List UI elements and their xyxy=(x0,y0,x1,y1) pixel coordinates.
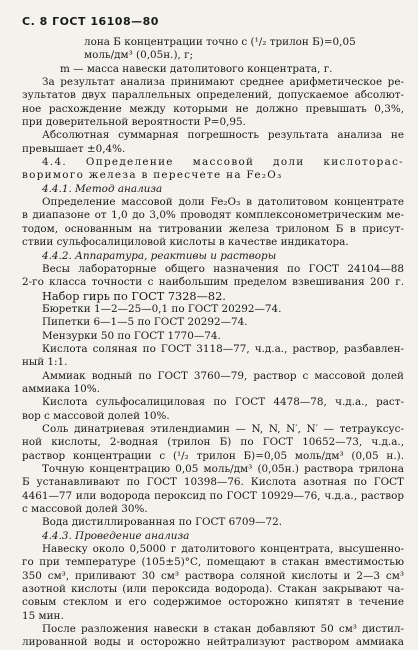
text-line: лированной воды и осторожно нейтрализуют раствором аммиака xyxy=(22,636,404,649)
text-line: Навеску около 0,5000 г датолитового концентрата, высушенно- xyxy=(42,543,404,556)
text-line: в диапазоне от 1,0 до 3,0% проводят комплексонометрическим ме- xyxy=(22,209,404,222)
text-line: совым стеклом и его содержимое осторожно кипятят в течение xyxy=(22,596,404,609)
text-line: Аммиак водный по ГОСТ 3760—79, раствор с массовой долей xyxy=(42,369,404,382)
text-line: 4.4.3. Проведение анализа xyxy=(42,529,190,542)
document-body xyxy=(22,36,404,650)
text-line: Определение массовой доли Fe₂O₃ в датолитовом концентрате xyxy=(42,196,404,209)
text-line: Б устанавливают по ГОСТ 10398—76. Кислота азотная по ГОСТ xyxy=(22,476,404,489)
text-line: Кислота сульфосалициловая по ГОСТ 4478—78, ч.д.а., раст- xyxy=(42,396,404,409)
text-line: Соль динатриевая этилендиамин — N, N, N′, N′ — тетрауксус- xyxy=(42,422,404,435)
text-line: Кислота соляная по ГОСТ 3118—77, ч.д.а., раствор, разбавлен- xyxy=(42,342,404,355)
text-line: тодом, основанным на титровании железа трилоном Б в присут- xyxy=(22,222,404,235)
text-line: Вода дистиллированная по ГОСТ 6709—72. xyxy=(42,516,283,529)
text-line: 4461—77 или водорода пероксид по ГОСТ 10929—76, ч.д.а., раствор xyxy=(22,489,404,502)
text-line: 15 мин. xyxy=(22,609,64,622)
text-line: при доверительной вероятности P=0,95. xyxy=(22,116,246,129)
text-line: ной кислоты, 2-водная (трилон Б) по ГОСТ 10652—73, ч.д.а., xyxy=(22,436,404,449)
text-line: Весы лабораторные общего назначения по ГОСТ 24104—88 xyxy=(42,262,404,275)
text-line: аммиака 10%. xyxy=(22,382,100,395)
text-line: Бюретки 1—2—25—0,1 по ГОСТ 20292—74. xyxy=(42,302,282,315)
text-line: с массовой долей 30%. xyxy=(22,503,148,516)
text-line: 2-го класса точности с наибольшим пределом взвешивания 200 г. xyxy=(22,276,404,289)
text-line: 4.4.1. Метод анализа xyxy=(42,182,163,195)
text-line: ствии сульфосалициловой кислоты в качестве индикатора. xyxy=(22,236,349,249)
text-line: За результат анализа принимают среднее арифметическое ре- xyxy=(42,76,404,89)
text-line: воримого железа в пересчете на Fe₂O₃ xyxy=(22,169,283,182)
text-line: моль/дм³ (0,05н.), г; xyxy=(84,49,194,62)
text-line: вор с массовой долей 10%. xyxy=(22,409,170,422)
text-line: m — масса навески датолитового концентрата, г. xyxy=(60,62,333,75)
text-line: Мензурки 50 по ГОСТ 1770—74. xyxy=(42,329,221,342)
text-line: Набор гирь по ГОСТ 7328—82. xyxy=(42,289,226,303)
text-line: го при температуре (105±5)°С, помещают в стакан вместимостью xyxy=(22,556,404,569)
text-line: зультатов двух параллельных определений, допускаемое абсолют- xyxy=(22,89,404,102)
text-line: 350 см³, приливают 30 см³ раствора соляной кислоты и 2—3 см³ xyxy=(22,569,404,582)
text-line: 4.4. Определение массовой доли кислоторас- xyxy=(42,156,404,169)
text-line: Точную концентрацию 0,05 моль/дм³ (0,05н.) раствора трилона xyxy=(42,463,404,475)
text-line: После разложения навески в стакан добавляют 50 см³ дистил- xyxy=(42,623,404,636)
text-line: лона Б концентрации точно с (¹/₂ трилон Б)=0,05 xyxy=(84,36,356,48)
text-line: ный 1:1. xyxy=(22,356,68,369)
text-line: азотной кислоты (или пероксида водорода). Стакан закрывают ча- xyxy=(22,583,404,596)
text-line: 4.4.2. Аппаратура, реактивы и растворы xyxy=(42,249,277,262)
text-line: Абсолютная суммарная погрешность результата анализа не xyxy=(42,129,404,142)
text-line: ное расхождение между которыми не должно превышать 0,3%, xyxy=(22,102,404,115)
text-line: превышает ±0,4%. xyxy=(22,142,126,155)
text-line: раствор концентрации с (¹/₂ трилон Б)=0,05 моль/дм³ (0,05 н.). xyxy=(22,449,404,462)
text-line: Пипетки 6—1—5 по ГОСТ 20292—74. xyxy=(42,316,248,329)
page-header: С. 8 ГОСТ 16108—80 xyxy=(22,15,159,28)
